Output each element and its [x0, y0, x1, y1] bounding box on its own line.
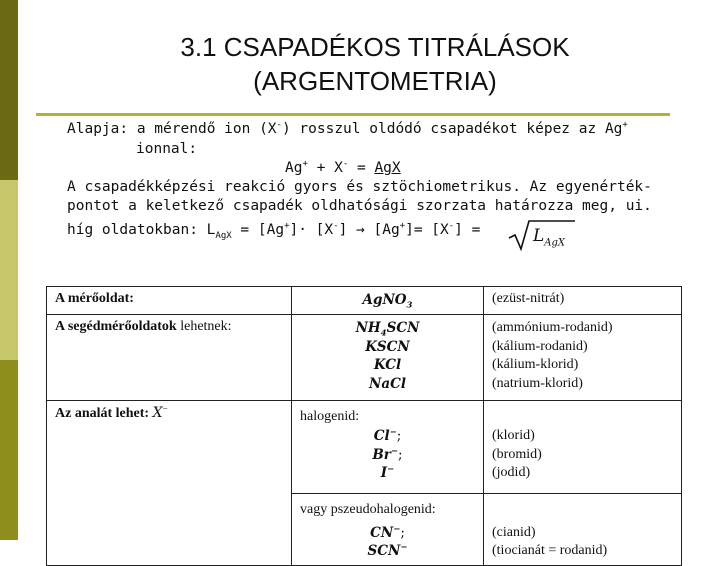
- title-line-1: 3.1 CSAPADÉKOS TITRÁLÁSOK: [180, 32, 570, 62]
- auxiliary-names: (ammónium-rodanid) (kálium-rodanid) (kálium-klorid) (natrium-klorid): [484, 315, 682, 401]
- alapja-label: Alapja: [67, 121, 120, 137]
- body-line-1: Alapja: a mérendő ion (X-) rosszul oldódó csapadékot képez az Ag+: [67, 120, 628, 137]
- titrant-table: [46, 286, 682, 566]
- titrant-label: A mérőoldat:: [47, 287, 292, 315]
- pszeudohalogenid-label: vagy pszeudohalogenid:: [292, 493, 483, 520]
- body-line-4: A csapadékképzési reakció gyors és sztöchiometrikus. Az egyenérték-: [67, 179, 652, 195]
- analyte-formulas: halogenid: Cl−; Br−; I− vagy pszeudohalogenid: CN−; SCN−: [292, 401, 484, 566]
- titrant-name: (ezüst-nitrát): [484, 287, 682, 315]
- auxiliary-titrants-label: A segédmérőoldatok lehetnek:: [47, 315, 292, 401]
- sqrt-radicand: $L_{AgX}$: [533, 226, 566, 249]
- title-divider: [36, 113, 670, 116]
- body-line-2: ionnal:: [136, 141, 198, 157]
- accent-bar-top: [0, 0, 18, 180]
- body-line-5: pontot a keletkező csapadék oldhatósági szorzata határozza meg, ui.: [67, 198, 652, 214]
- slide-title: [40, 30, 710, 98]
- solubility-product-line: híg oldatokban: $L_{AgX} = [Ag^+]\cdot [X^-] \to [Ag^+]= [X^-]$ =: [67, 221, 481, 241]
- accent-bar-middle: [0, 180, 18, 360]
- precipitate-agx: AgX: [374, 160, 401, 176]
- table-row: [47, 315, 682, 401]
- titrant-formula: AgNO$_3$: [292, 287, 484, 315]
- table-row: [47, 401, 682, 566]
- title-line-2: (ARGENTOMETRIA): [253, 66, 497, 96]
- analyte-label: Az analát lehet: X−: [47, 401, 292, 566]
- accent-bar-bottom: [0, 360, 18, 540]
- reaction-equation: Ag+ + X- = AgX: [285, 159, 401, 176]
- analyte-names: (klorid) (bromid) (jodid) (cianid) (tiocianát = rodanid): [484, 401, 682, 566]
- halogenid-label: halogenid:: [300, 409, 360, 424]
- auxiliary-formulas: $NH_4SCN$ KSCN KCl NaCl: [292, 315, 484, 401]
- table-row: [47, 287, 682, 315]
